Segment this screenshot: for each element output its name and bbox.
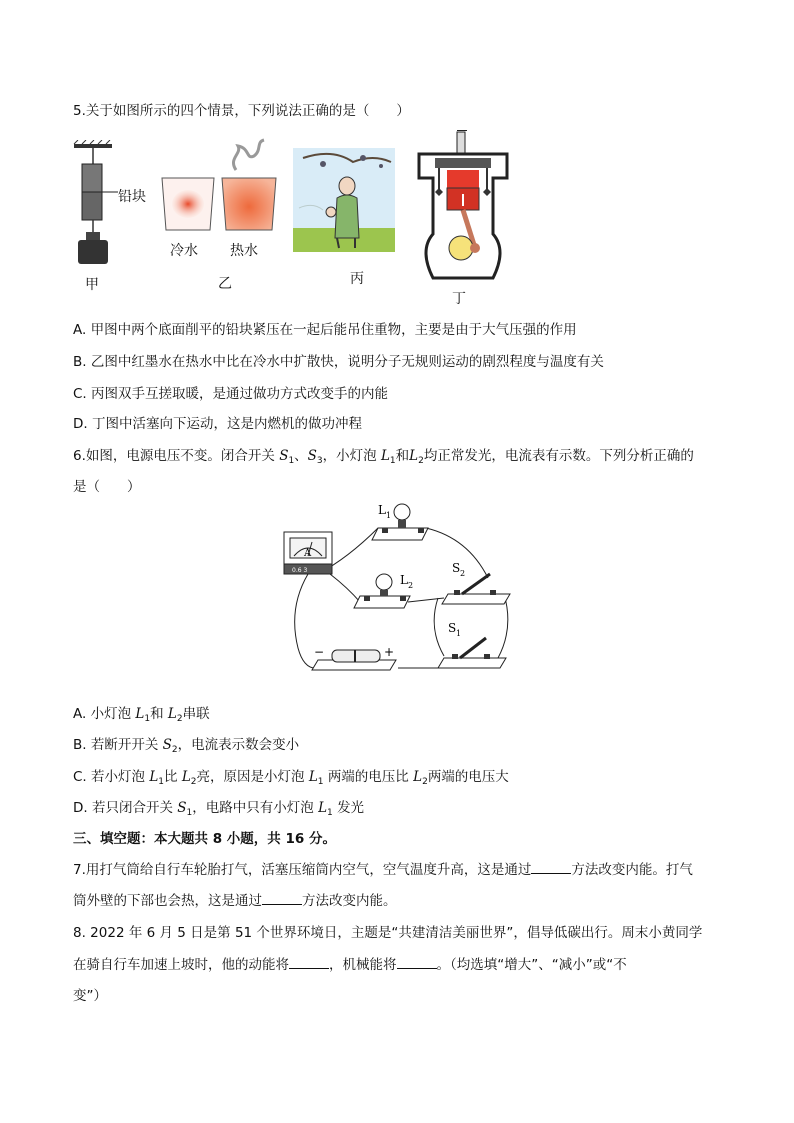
caption-yi: 乙 — [218, 276, 232, 292]
label-l1: L — [378, 503, 386, 517]
figure-yi-beakers — [158, 138, 288, 238]
battery-minus: − — [314, 645, 325, 659]
battery-plus: + — [384, 645, 395, 659]
label-s2: S — [452, 561, 461, 575]
label-s1-sub: 1 — [456, 629, 462, 638]
q8-line2: 在骑自行车加速上坡时，他的动能将 ，机械能将 。（均选填“增大”、“减小”或“不 — [73, 957, 627, 973]
q7-line1: 7.用打气筒给自行车轮胎打气，活塞压缩筒内空气，空气温度升高，这是通过 方法改变内能。打气 — [73, 862, 693, 878]
label-l2-sub: 2 — [408, 581, 414, 590]
q6-option-d: D. 若只闭合开关 $S_1$，电路中只有小灯泡 $L_1$ 发光 — [73, 800, 365, 818]
ammeter-label: A — [304, 548, 312, 559]
label-s2-sub: 2 — [460, 569, 466, 578]
circuit-diagram — [278, 498, 518, 688]
label-l1-sub: 1 — [386, 511, 392, 520]
ammeter — [284, 532, 332, 574]
lead-label: 铅块 — [118, 189, 146, 205]
switch-s1 — [438, 621, 506, 668]
cold-water-label: 冷水 — [170, 243, 198, 259]
q7-blank-1[interactable] — [531, 861, 571, 874]
q8-blank-2[interactable] — [397, 956, 437, 969]
q6-option-a: A. 小灯泡 $L_1$和 $L_2$串联 — [73, 706, 210, 724]
figure-jia-lead-blocks — [66, 140, 156, 290]
section-title: 三、填空题：本大题共 8 小题，共 16 分。 — [73, 831, 336, 847]
q6-option-c: C. 若小灯泡 $L_1$比 $L_2$亮，原因是小灯泡 $L_1$ 两端的电压比 $L_2$两端的电压大 — [73, 769, 509, 787]
q7-line2: 筒外壁的下部也会热，这是通过 方法改变内能。 — [73, 893, 397, 909]
q8-blank-1[interactable] — [289, 956, 329, 969]
caption-ding: 丁 — [452, 291, 466, 307]
q8-line1: 8. 2022 年 6 月 5 日是第 51 个世界环境日，主题是“共建清洁美丽世界”，倡导低碳出行。周末小黄同学 — [73, 925, 703, 941]
label-l2: L — [400, 573, 408, 587]
battery — [312, 645, 396, 670]
q5-option-d: D. 丁图中活塞向下运动，这是内燃机的做功冲程 — [73, 416, 362, 432]
q7-blank-2[interactable] — [262, 892, 302, 905]
lamp-l2 — [354, 573, 413, 608]
q5-option-b: B. 乙图中红墨水在热水中比在冷水中扩散快，说明分子无规则运动的剧烈程度与温度有关 — [73, 354, 604, 370]
caption-jia: 甲 — [85, 277, 99, 293]
q5-option-a: A. 甲图中两个底面削平的铅块紧压在一起后能吊住重物，主要是由于大气压强的作用 — [73, 322, 577, 338]
q6-stem-line2: 是（ ） — [73, 479, 141, 495]
switch-s2 — [442, 561, 510, 604]
lamp-l1 — [372, 503, 428, 540]
label-s1: S — [448, 621, 457, 635]
hot-water-label: 热水 — [230, 243, 258, 259]
figure-bing-rubbing-hands — [293, 148, 395, 252]
ammeter-scale: 0.6 3 — [292, 567, 308, 574]
figure-ding-engine — [413, 130, 513, 288]
q6-stem: 6.如图，电源电压不变。闭合开关 $S_1$、$S_3$，小灯泡 $L_1$和$L_2$均正常发光，电流表有示数。下列分析正确的 — [73, 448, 694, 466]
q5-option-c: C. 丙图双手互搓取暖，是通过做功方式改变手的内能 — [73, 386, 389, 402]
q8-line3: 变”） — [73, 988, 107, 1004]
q6-option-b: B. 若断开开关 $S_2$，电流表示数会变小 — [73, 737, 300, 755]
caption-bing: 丙 — [350, 271, 364, 287]
q5-stem: 5.关于如图所示的四个情景，下列说法正确的是（ ） — [73, 103, 410, 119]
